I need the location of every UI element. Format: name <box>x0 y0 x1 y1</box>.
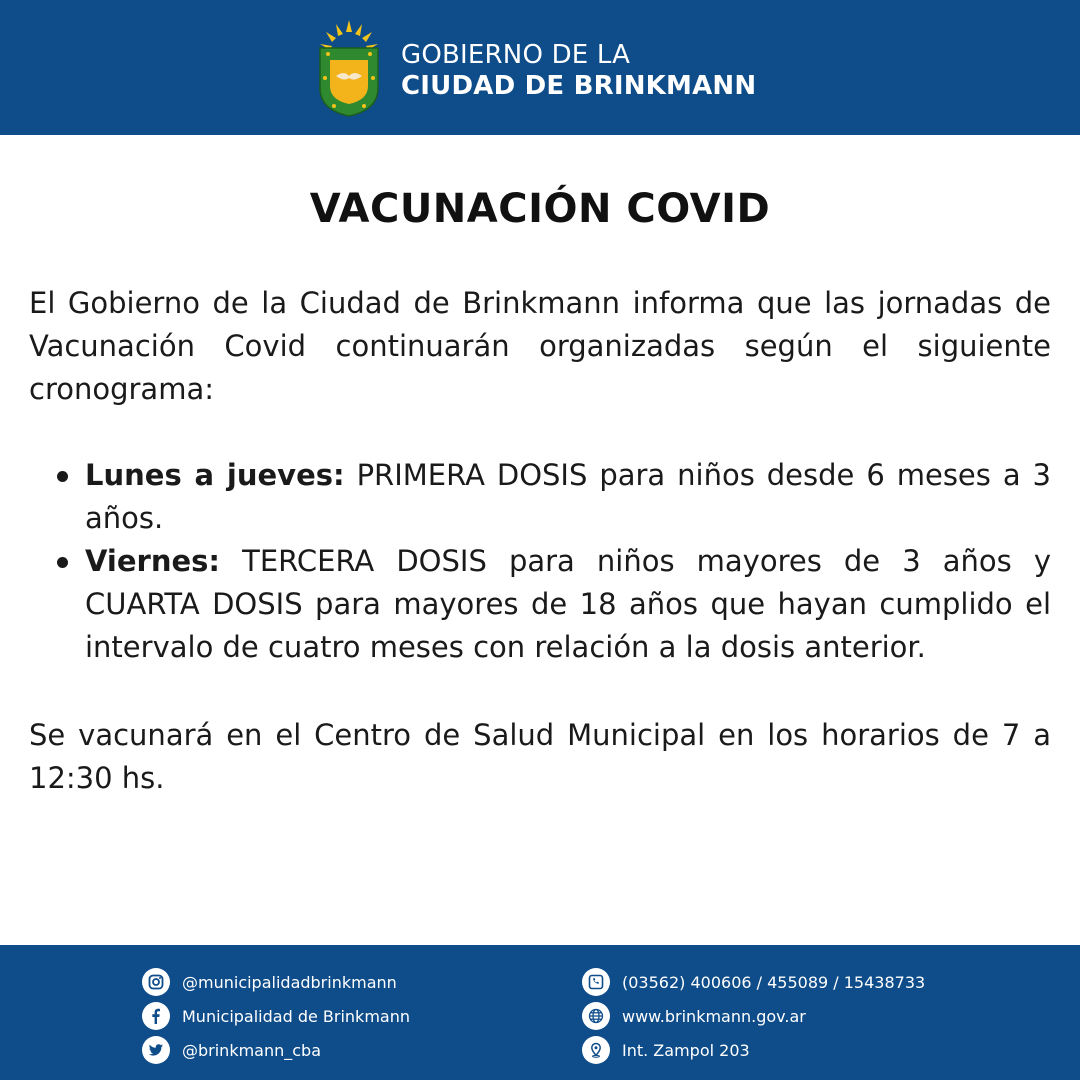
footer-item-address[interactable] <box>582 1033 925 1067</box>
phone-icon <box>582 968 610 996</box>
schedule-label: Viernes: <box>85 544 221 578</box>
bullet-icon <box>57 557 68 568</box>
government-brand <box>401 40 756 102</box>
twitter-handle: @brinkmann_cba <box>182 1040 322 1060</box>
schedule-text: TERCERA DOSIS para niños mayores de 3 años y CUARTA DOSIS para mayores de 18 años que hayan cumplido el intervalo de cuatro meses con relación a la dosis anterior. <box>85 544 1052 664</box>
footer-item-facebook[interactable] <box>142 999 410 1033</box>
website-url: www.brinkmann.gov.ar <box>622 1006 806 1026</box>
schedule-label: Lunes a jueves: <box>85 458 345 492</box>
schedule-text: PRIMERA DOSIS para niños desde 6 meses a 3 años. <box>85 458 1051 535</box>
schedule-item-friday <box>29 540 1051 669</box>
brand-line-2: CIUDAD DE BRINKMANN <box>401 71 757 101</box>
contact-column <box>582 965 925 1067</box>
page-title: VACUNACIÓN COVID <box>309 186 771 232</box>
street-address: Int. Zampol 203 <box>622 1040 750 1060</box>
closing-paragraph: Se vacunará en el Centro de Salud Municipal en los horarios de 7 a 12:30 hs. <box>29 718 1051 795</box>
instagram-handle: @municipalidadbrinkmann <box>182 972 397 992</box>
twitter-icon <box>142 1036 170 1064</box>
footer-item-twitter[interactable] <box>142 1033 410 1067</box>
header-banner <box>0 0 1080 135</box>
social-column <box>142 965 410 1067</box>
facebook-page: Municipalidad de Brinkmann <box>182 1006 410 1026</box>
footer-item-phone[interactable] <box>582 965 925 999</box>
brand-line-1: GOBIERNO DE LA <box>401 40 631 70</box>
intro-paragraph: El Gobierno de la Ciudad de Brinkmann informa que las jornadas de Vacunación Covid continuarán organizadas según el siguiente cronograma: <box>29 286 1051 406</box>
footer-contacts <box>0 945 1080 1080</box>
facebook-icon <box>142 1002 170 1030</box>
instagram-icon <box>142 968 170 996</box>
location-pin-icon <box>582 1036 610 1064</box>
schedule-item-weekdays <box>29 454 1051 540</box>
city-crest-icon <box>314 18 384 118</box>
phone-numbers: (03562) 400606 / 455089 / 15438733 <box>622 972 926 992</box>
footer-item-instagram[interactable] <box>142 965 410 999</box>
schedule-list <box>29 454 1051 669</box>
footer-item-website[interactable] <box>582 999 925 1033</box>
globe-icon <box>582 1002 610 1030</box>
bullet-icon <box>57 471 68 482</box>
